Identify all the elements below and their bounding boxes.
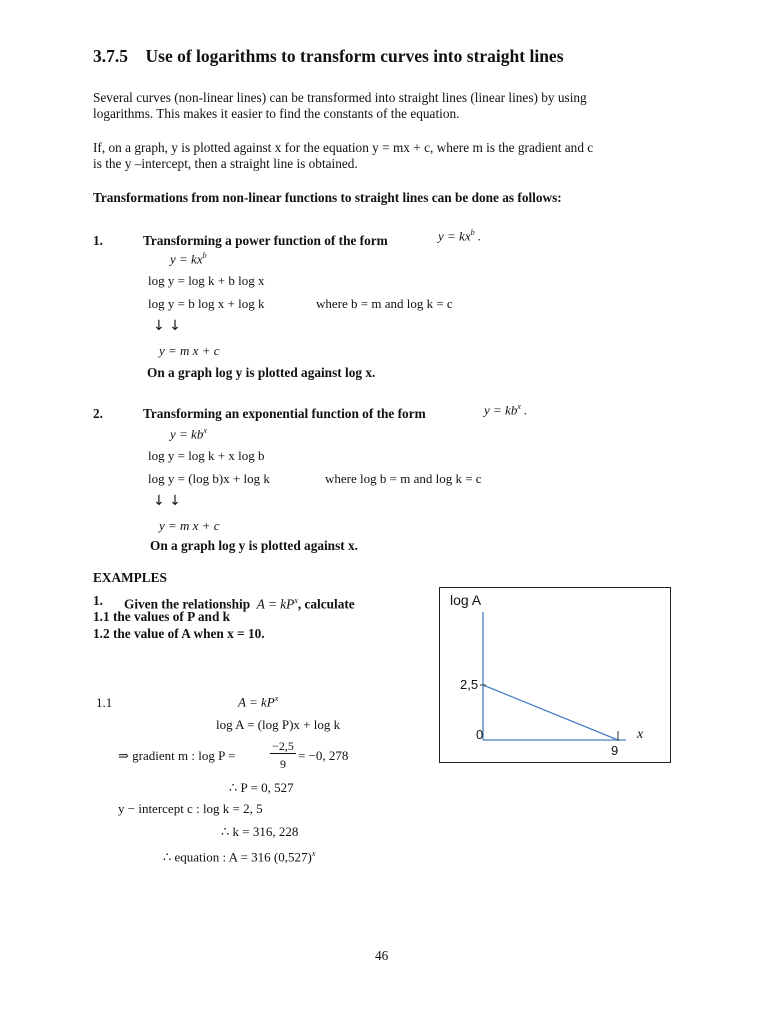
item1-conclusion: On a graph log y is plotted against log x. <box>147 365 376 380</box>
graph-line <box>483 685 618 740</box>
solution-line-3-pre: ⇒ gradient m : log P = <box>118 748 236 763</box>
item1-number: 1. <box>93 233 103 248</box>
item2-eq3-where: where log b = m and log k = c <box>325 471 482 486</box>
item2-eq2: log y = log k + x log b <box>148 448 265 463</box>
section-title: Use of logarithms to transform curves into straight lines <box>145 46 564 66</box>
graph-origin-label: 0 <box>476 727 484 742</box>
para2-line-2: is the y –intercept, then a straight line is obtained. <box>93 156 358 171</box>
item2-heading: Transforming an exponential function of the form <box>143 406 426 421</box>
graph-x-intercept-label: 9 <box>611 743 619 758</box>
solution-line-6: ∴ k = 316, 228 <box>221 824 299 839</box>
item1-eq3-where: where b = m and log k = c <box>316 296 453 311</box>
para2-line-1: If, on a graph, y is plotted against x for the equation y = mx + c, where m is the gradient and c <box>93 140 594 155</box>
examples-heading: EXAMPLES <box>93 570 167 585</box>
question-1-2: 1.2 the value of A when x = 10. <box>93 626 265 641</box>
intro-line-1: Several curves (non-linear lines) can be transformed into straight lines (linear lines) by using <box>93 90 587 105</box>
item1-eq2: log y = log k + b log x <box>148 273 265 288</box>
solution-label: 1.1 <box>96 695 113 710</box>
item2-formula: $y = kb^x$ . <box>484 402 528 418</box>
solution-line-5: y − intercept c : log k = 2, 5 <box>118 801 263 816</box>
transform-heading: Transformations from non-linear functions to straight lines can be done as follows: <box>93 190 562 205</box>
question-1: Given the relationship $A = kP^x$, calculate <box>124 596 355 612</box>
solution-line-2: log A = (log P)x + log k <box>216 717 341 732</box>
item1-eq3: log y = b log x + log k <box>148 296 265 311</box>
item2-arrows: ↓ ↓ <box>153 493 181 509</box>
graph-svg <box>440 588 670 762</box>
question-1-number: 1. <box>93 593 103 608</box>
solution-line-3-post: = −0, 278 <box>298 748 349 763</box>
graph-y-label: log A <box>450 592 482 608</box>
item2-conclusion: On a graph log y is plotted against x. <box>150 538 358 553</box>
graph-box <box>439 587 671 763</box>
item2-eq4: y = m x + c <box>159 518 220 533</box>
section-heading <box>93 46 564 67</box>
item1-eq1: $y = kx^b$ <box>170 251 207 267</box>
item2-eq1: $y = kb^x$ <box>170 426 207 442</box>
solution-fraction-denominator: 9 <box>280 757 286 771</box>
item1-heading: Transforming a power function of the form <box>143 233 388 248</box>
item2-number: 2. <box>93 406 103 421</box>
item2-eq3: log y = (log b)x + log k <box>148 471 270 486</box>
page-number: 46 <box>375 948 389 963</box>
section-number: 3.7.5 <box>93 46 128 66</box>
solution-line-4: ∴ P = 0, 527 <box>229 780 294 795</box>
solution-line-7: ∴ equation : A = 316 $(0,527)^x$ <box>163 849 316 865</box>
graph-y-intercept-label: 2,5 <box>460 677 479 692</box>
graph-x-label: x <box>637 727 644 742</box>
solution-fraction-numerator: −2,5 <box>270 739 296 754</box>
item1-eq4: y = m x + c <box>159 343 220 358</box>
item1-arrows: ↓ ↓ <box>153 318 181 334</box>
item1-formula: $y = kx^b$ . <box>438 228 482 244</box>
solution-line-1: $A = kP^x$ <box>238 694 279 710</box>
question-1-1: 1.1 the values of P and k <box>93 609 231 624</box>
intro-line-2: logarithms. This makes it easier to find the constants of the equation. <box>93 106 460 121</box>
